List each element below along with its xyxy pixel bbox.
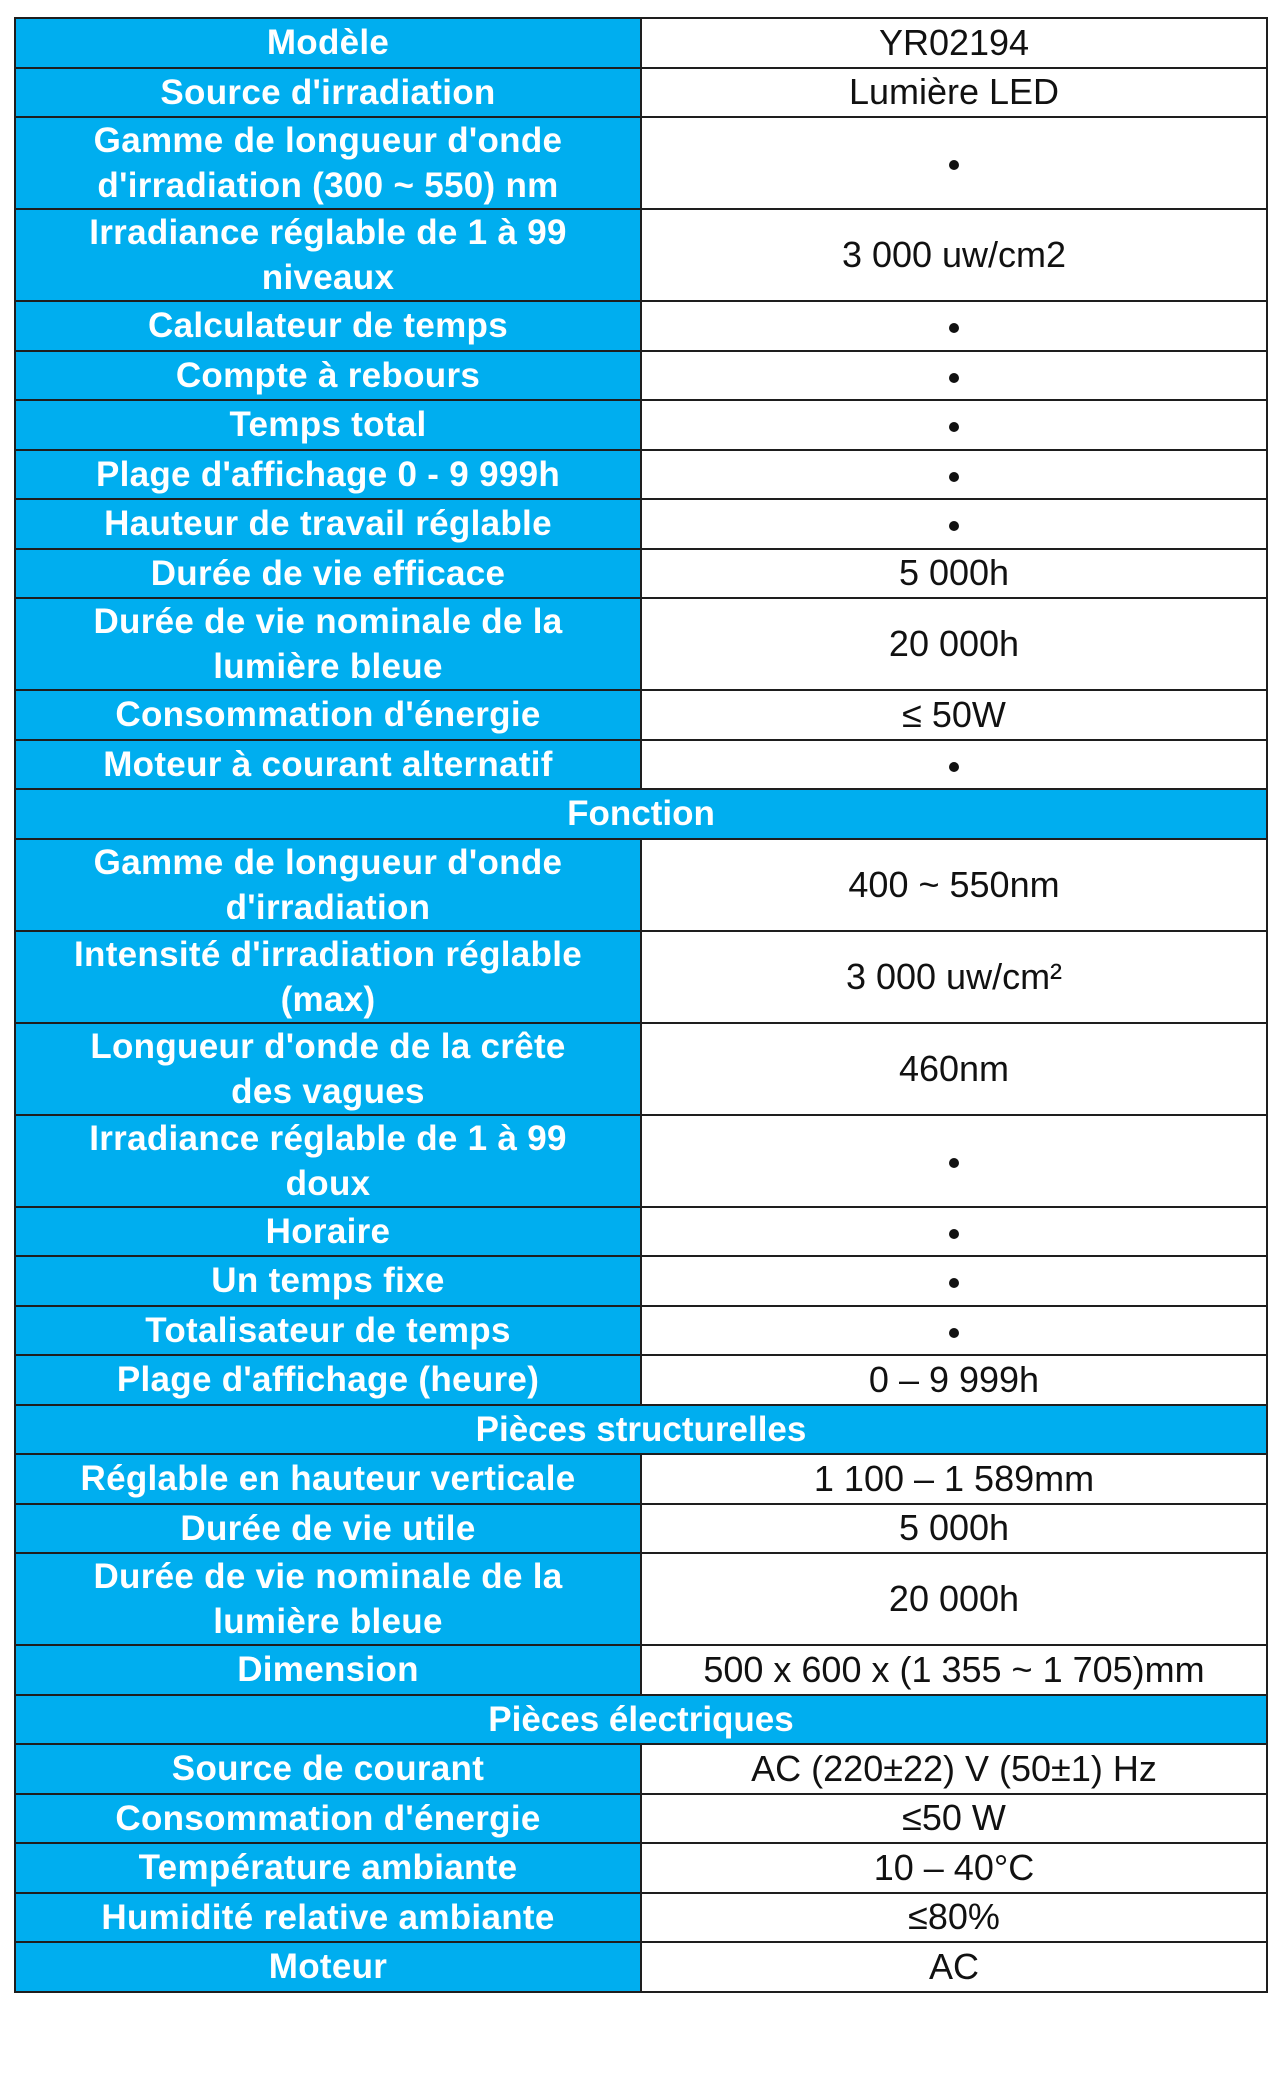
section-header-row [15,1695,1267,1745]
spec-label-line: Durée de vie utile [180,1508,476,1548]
spec-label-line: Dimension [237,1650,419,1690]
spec-label [15,1553,641,1645]
spec-row [15,301,1267,351]
spec-row [15,1744,1267,1794]
spec-label [15,598,641,690]
spec-row [15,1645,1267,1695]
spec-label-line: Consommation d'énergie [115,1798,541,1838]
spec-label-line: d'irradiation (300 ~ 550) nm [97,166,559,205]
spec-label [15,1794,641,1844]
spec-label-line: Durée de vie nominale de la [93,1557,563,1596]
spec-row [15,549,1267,599]
spec-value-bullet [641,1115,1267,1207]
spec-value: YR02194 [641,18,1267,68]
specification-table [14,17,1268,1993]
spec-label [15,68,641,118]
bullet-dot-icon [949,1278,959,1288]
spec-value-bullet [641,1256,1267,1306]
spec-label-line: Intensité d'irradiation réglable [73,934,583,974]
spec-label-line: niveaux [261,258,395,297]
spec-label-line: Réglable en hauteur verticale [80,1459,576,1499]
section-header: Pièces structurelles [15,1405,1267,1455]
spec-label [15,1355,641,1405]
spec-label-line: Un temps fixe [211,1261,445,1301]
spec-row [15,450,1267,500]
section-header-row [15,789,1267,839]
spec-label-line: Consommation d'énergie [115,695,541,735]
spec-label [15,1942,641,1992]
spec-label-line: doux [285,1163,371,1203]
spec-value: 500 x 600 x (1 355 ~ 1 705)mm [641,1645,1267,1695]
spec-value-bullet [641,1207,1267,1257]
spec-row [15,740,1267,790]
spec-label [15,1744,641,1794]
spec-value: 10 – 40°C [641,1843,1267,1893]
spec-label-line: Totalisateur de temps [145,1310,511,1350]
spec-row [15,209,1267,301]
spec-label-line: Calculateur de temps [148,306,508,346]
section-header-row [15,1405,1267,1455]
section-header: Fonction [15,789,1267,839]
bullet-dot-icon [949,1328,959,1338]
spec-label-line: Longueur d'onde de la crête [90,1026,566,1066]
spec-value: 20 000h [641,598,1267,690]
spec-label-line: Horaire [265,1211,391,1251]
spec-label [15,1645,641,1695]
spec-label-line: Gamme de longueur d'onde [93,842,563,882]
spec-value-bullet [641,740,1267,790]
bullet-dot-icon [949,762,959,772]
spec-label [15,1454,641,1504]
spec-row [15,117,1267,209]
spec-label [15,209,641,301]
spec-label [15,450,641,500]
spec-value-bullet [641,301,1267,351]
spec-label-line: Modèle [266,23,390,63]
spec-row [15,1893,1267,1943]
spec-value-bullet [641,499,1267,549]
spec-label [15,18,641,68]
spec-label [15,1023,641,1115]
spec-value: 5 000h [641,1504,1267,1554]
spec-label-line: Temps total [229,405,427,445]
spec-value: 1 100 – 1 589mm [641,1454,1267,1504]
spec-value: AC (220±22) V (50±1) Hz [641,1744,1267,1794]
spec-label [15,931,641,1023]
spec-row [15,68,1267,118]
spec-row [15,1306,1267,1356]
bullet-dot-icon [949,472,959,482]
spec-label [15,351,641,401]
spec-label-line: Irradiance réglable de 1 à 99 [89,1118,567,1158]
spec-label-line: Durée de vie nominale de la [93,602,563,641]
bullet-dot-icon [949,422,959,432]
spec-value: ≤50 W [641,1794,1267,1844]
spec-row [15,1843,1267,1893]
spec-row [15,1553,1267,1645]
spec-value: 400 ~ 550nm [641,839,1267,931]
spec-label [15,400,641,450]
spec-label-line: Moteur à courant alternatif [103,744,553,784]
spec-label-line: Compte à rebours [175,355,481,395]
bullet-dot-icon [949,160,959,170]
spec-label-line: Humidité relative ambiante [101,1897,555,1937]
spec-value-bullet [641,1306,1267,1356]
spec-label [15,1256,641,1306]
spec-value: 20 000h [641,1553,1267,1645]
spec-label [15,301,641,351]
spec-row [15,1256,1267,1306]
spec-label [15,1207,641,1257]
spec-label [15,690,641,740]
spec-value: AC [641,1942,1267,1992]
spec-label-line: Durée de vie efficace [150,553,506,593]
spec-value-bullet [641,450,1267,500]
spec-label [15,1843,641,1893]
spec-label [15,117,641,209]
spec-label [15,1306,641,1356]
spec-row [15,598,1267,690]
spec-label-line: lumière bleue [213,1602,443,1641]
spec-label [15,740,641,790]
spec-label [15,839,641,931]
spec-label-line: (max) [280,979,376,1019]
bullet-dot-icon [949,521,959,531]
spec-label-line: Plage d'affichage 0 - 9 999h [95,454,561,494]
spec-row [15,1023,1267,1115]
spec-value-bullet [641,400,1267,450]
spec-label [15,1893,641,1943]
spec-label-line: Source d'irradiation [160,72,496,112]
spec-label [15,1504,641,1554]
spec-value: 0 – 9 999h [641,1355,1267,1405]
spec-row [15,1942,1267,1992]
spec-label-line: Plage d'affichage (heure) [116,1360,540,1400]
spec-row [15,400,1267,450]
specification-table-body [15,18,1267,1992]
bullet-dot-icon [949,323,959,333]
spec-label-line: Hauteur de travail réglable [104,504,552,544]
spec-row [15,931,1267,1023]
spec-label [15,549,641,599]
spec-row [15,1794,1267,1844]
bullet-dot-icon [949,373,959,383]
spec-label-line: Gamme de longueur d'onde [93,121,563,160]
spec-value-bullet [641,117,1267,209]
spec-label [15,1115,641,1207]
spec-row [15,499,1267,549]
spec-value: 3 000 uw/cm² [641,931,1267,1023]
spec-row [15,1207,1267,1257]
spec-value: ≤80% [641,1893,1267,1943]
spec-label-line: d'irradiation [225,887,431,927]
spec-label-line: Température ambiante [138,1848,518,1888]
bullet-dot-icon [949,1229,959,1239]
spec-value: Lumière LED [641,68,1267,118]
spec-label-line: Moteur [268,1947,388,1987]
spec-value: 460nm [641,1023,1267,1115]
spec-label-line: Source de courant [171,1749,485,1789]
spec-value: 3 000 uw/cm2 [641,209,1267,301]
spec-value-bullet [641,351,1267,401]
section-header: Pièces électriques [15,1695,1267,1745]
spec-row [15,1504,1267,1554]
spec-label-line: des vagues [231,1071,425,1111]
spec-row [15,839,1267,931]
spec-row [15,1454,1267,1504]
spec-label-line: Irradiance réglable de 1 à 99 [89,213,567,252]
spec-row [15,18,1267,68]
spec-value: ≤ 50W [641,690,1267,740]
spec-label-line: lumière bleue [213,647,443,686]
spec-row [15,351,1267,401]
bullet-dot-icon [949,1158,959,1168]
spec-label [15,499,641,549]
spec-row [15,690,1267,740]
spec-row [15,1115,1267,1207]
spec-value: 5 000h [641,549,1267,599]
spec-row [15,1355,1267,1405]
